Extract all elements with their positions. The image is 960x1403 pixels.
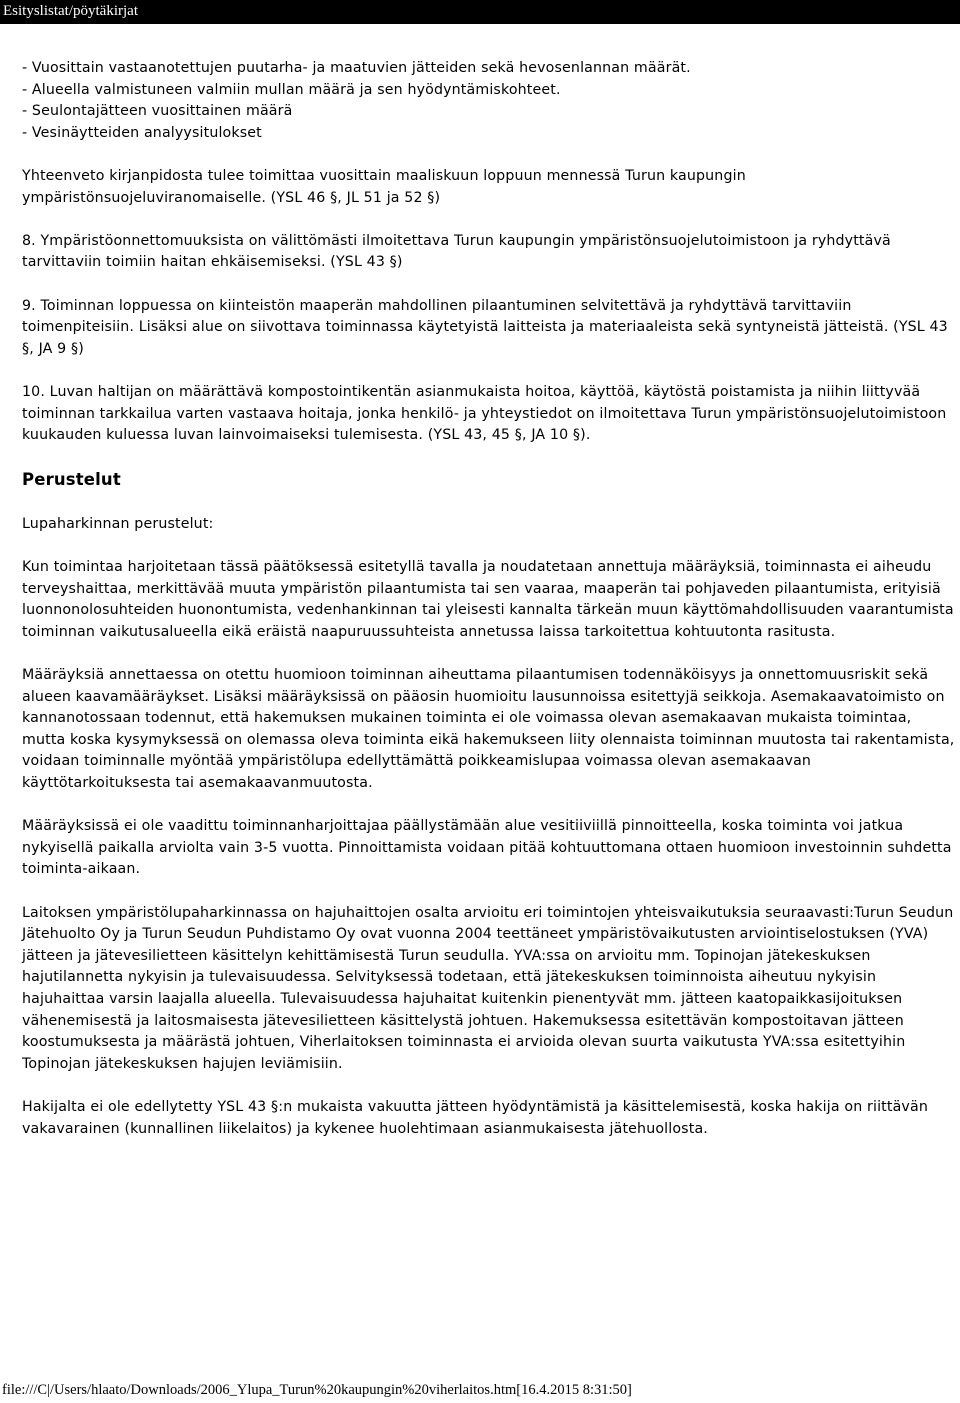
paragraph-justification-3: Määräyksissä ei ole vaadittu toiminnanharjoittajaa päällystämään alue vesitiiviillä pinnoitteella, koska toiminta voi jatkua nykyisellä paikalla arviolta vain 3-5 vuotta. Pinnoittamista voidaan pitää kohtuuttomana ottaen huomioon investoinnin suhdetta toiminta-aikaan.	[22, 818, 952, 878]
header-title: Esityslistat/pöytäkirjat	[3, 3, 138, 19]
list-item: - Vuosittain vastaanotettujen puutarha- ja maatuvien jätteiden sekä hevosenlannan määrät.	[22, 60, 691, 76]
list-item: - Alueella valmistuneen valmiin mullan määrä ja sen hyödyntämiskohteet.	[22, 81, 561, 98]
paragraph-justification-4: Laitoksen ympäristölupaharkinnassa on hajuhaittojen osalta arvioitu eri toimintojen yhteisvaikutuksia seuraavasti:Turun Seudun Jätehuolto Oy ja Turun Seudun Puhdistamo Oy ovat vuonna 2004 teettäneet ympäristövaikutusten arviointiselostuksen (YVA) jätteen ja jätevesilietteen käsittelyn kehittämisestä Turun seudulla. YVA:ssa on arvioitu mm. Topinojan jätekeskuksen hajutilannetta nykyisin ja tulevaisuudessa. Selvityksessä todetaan, että jätekeskuksen toiminnoista aiheutuu nykyisin hajuhaittaa varsin laajalla alueella. Tulevaisuudessa hajuhaitat kuitenkin pienentyvät mm. jätteen kaatopaikkasijoituksen vähenemisestä ja laitosmaisesta jätevesilietteen käsittelystä johtuen. Hakemuksessa esitettävän kompostoitavan jätteen koostumuksesta ja määrästä johtuen, Viherlaitoksen toiminnasta ei arvioida olevan suurta vaikutusta YVA:ssa esitettyihin Topinojan jätekeskuksen hajujen leviämisiin.	[22, 904, 954, 1072]
paragraph-item-10: 10. Luvan haltijan on määrättävä kompostointikentän asianmukaista hoitoa, käyttöä, käytöstä poistamista ja niihin liittyvää toiminnan tarkkailua varten vastaava hoitaja, jonka henkilö- ja yhteystiedot on ilmoitettava Turun ympäristönsuojelutoimistoon kuukauden kuluessa luvan lainvoimaiseksi tulemisesta. (YSL 43, 45 §, JA 10 §).	[22, 383, 947, 444]
section-subheading: Lupaharkinnan perustelut:	[22, 515, 214, 532]
paragraph-item-8: 8. Ympäristöonnettomuuksista on välittömästi ilmoitettava Turun kaupungin ympäristönsuojelutoimistoon ja ryhdyttävä tarvittaviin toimiin haitan ehkäisemiseksi. (YSL 43 §)	[22, 232, 891, 271]
paragraph-justification-2: Määräyksiä annettaessa on otettu huomioon toiminnan aiheuttama pilaantumisen todennäköisyys ja onnettomuusriskit sekä alueen kaavamääräykset. Lisäksi määräyksissä on pääosin huomioitu lausunnoissa esitettyjä seikkoja. Asemakaavatoimisto on kannanotossaan todennut, että hakemuksen mukainen toiminta ei ole voimassa olevan asemakaavan mukaista toimintaa, mutta koska kysymyksessä on olemassa oleva toiminta eikä hakemukseen liity olennaista toiminnan muutosta tai rakentamista, voidaan toiminnalle myöntää ympäristölupa edellyttämättä poikkeamislupaa voimassa olevan asemakaavan käyttötarkoituksesta tai asemakaavanmuutosta.	[22, 667, 955, 791]
paragraph-justification-1: Kun toimintaa harjoitetaan tässä päätöksessä esitetyllä tavalla ja noudatetaan annettuja määräyksiä, toiminnasta ei aiheudu terveyshaittaa, merkittävää muuta ympäristön pilaantumista tai sen vaaraa, maaperän tai pohjaveden pilaantumista, erityisiä luonnonolosuhteiden huonontumista, vedenhankinnan tai yleisesti kannalta tärkeän muun käyttömahdollisuuden vaarantumista toiminnan vaikutusalueella eikä eräistä naapuruussuhteista annetussa laissa tarkoitettua kohtuutonta rasitusta.	[22, 559, 954, 640]
section-heading: Perustelut	[22, 470, 121, 490]
paragraph-summary: Yhteenveto kirjanpidosta tulee toimittaa vuosittain maaliskuun loppuun mennessä Turun kaupungin ympäristönsuojeluviranomaiselle. (YSL 46 §, JL 51 ja 52 §)	[22, 167, 746, 206]
requirements-list	[22, 58, 957, 144]
footer-file-path: file:///C|/Users/hlaato/Downloads/2006_Ylupa_Turun%20kaupungin%20viherlaitos.htm[16.4.2015 8:31:50]	[2, 1382, 632, 1398]
paragraph-justification-5: Hakijalta ei ole edellytetty YSL 43 §:n mukaista vakuutta jätteen hyödyntämistä ja käsittelemisestä, koska hakija on riittävän vakavarainen (kunnallinen liikelaitos) ja kykenee huolehtimaan asianmukaisesta jätehuollosta.	[22, 1098, 928, 1137]
paragraph-item-9: 9. Toiminnan loppuessa on kiinteistön maaperän mahdollinen pilaantuminen selvitettävä ja ryhdyttävä tarvittaviin toimenpiteisiin. Lisäksi alue on siivottava toiminnassa käytetyistä laitteista ja materiaaleista sekä syntyneistä jätteistä. (YSL 43 §, JA 9 §)	[22, 297, 948, 357]
list-item: - Vesinäytteiden analyysitulokset	[22, 124, 262, 141]
document-content	[22, 58, 957, 1162]
document-header-bar	[0, 0, 960, 24]
list-item: - Seulontajätteen vuosittainen määrä	[22, 103, 293, 120]
